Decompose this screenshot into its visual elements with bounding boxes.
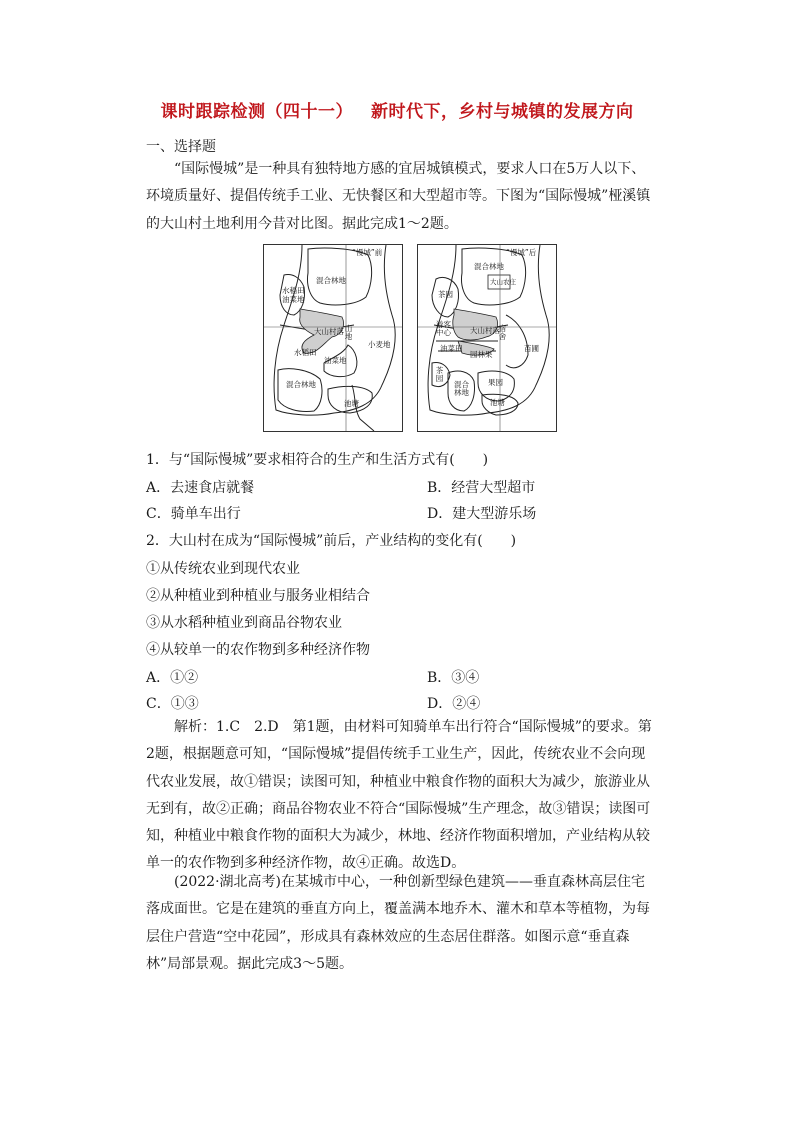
label-mixed-forest-bottom: 混合林地 bbox=[286, 380, 316, 389]
q1-option-a: A．去速食店就餐 bbox=[146, 480, 255, 496]
question-1-stem: 1．与“国际慢城”要求相符合的生产和生活方式有( ) bbox=[146, 452, 489, 468]
page-title: 课时跟踪检测（四十一） 新时代下，乡村与城镇的发展方向 bbox=[160, 102, 634, 122]
label-garden-fruit: 园林果 bbox=[470, 350, 493, 359]
map-before-drawing bbox=[264, 245, 402, 431]
label-village: 大山村落 bbox=[470, 326, 500, 335]
label-mixed-forest: 混合林地 bbox=[316, 276, 346, 285]
label-pond: 池塘 bbox=[344, 399, 359, 408]
label-tea-garden-left: 茶园 bbox=[435, 366, 444, 383]
section-heading: 一、选择题 bbox=[146, 139, 216, 155]
label-east: 山地 bbox=[344, 324, 353, 341]
label-village: 大山村落 bbox=[314, 327, 344, 336]
q1-option-d: D．建大型游乐场 bbox=[427, 506, 537, 522]
land-use-maps bbox=[263, 244, 555, 430]
q1-option-c: C．骑单车出行 bbox=[146, 506, 241, 522]
label-mixed-forest: 混合林地 bbox=[474, 262, 504, 271]
passage-2-paragraph: (2022·湖北高考)在某城市中心，一种创新型绿色建筑——垂直森林高层住宅落成面世。它是在建筑的垂直方向上，覆盖满本地乔木、灌木和草本等植物，为每层住户营造“空中花园”，形成具有森林效应的生态居住群落。如图示意“垂直森林”局部景观。据此完成3～5题。 bbox=[146, 874, 650, 972]
label-east: 宿舍 bbox=[498, 324, 507, 341]
q2-option-a: A．①② bbox=[146, 670, 199, 686]
q2-option-d: D．②④ bbox=[427, 696, 481, 712]
label-paddy-mid: 水稻田 bbox=[294, 348, 317, 357]
map-before-caption: “慢城”前 bbox=[352, 248, 383, 257]
label-agritourism: 大山农庄 bbox=[490, 278, 516, 286]
map-after-caption: “慢城”后 bbox=[506, 248, 537, 257]
label-rape-field: 油菜地 bbox=[282, 295, 305, 304]
label-visitor-center: 游客中心 bbox=[436, 320, 451, 337]
label-mixed-forest-bottom: 混合林地 bbox=[454, 380, 469, 397]
q2-item-3: ③从水稻种植业到商品谷物农业 bbox=[146, 615, 342, 631]
label-wheat: 小麦地 bbox=[368, 340, 391, 349]
map-after bbox=[417, 244, 557, 432]
q2-item-4: ④从较单一的农作物到多种经济作物 bbox=[146, 642, 370, 658]
q2-option-c: C．①③ bbox=[146, 696, 199, 712]
intro-paragraph: “国际慢城”是一种具有独特地方感的宜居城镇模式，要求人口在5万人以下、环境质量好、提倡传统手工业、无快餐区和大型超市等。下图为“国际慢城”桠溪镇的大山村土地利用今昔对比图。据此完成1～2题。 bbox=[146, 161, 651, 232]
q2-item-1: ①从传统农业到现代农业 bbox=[146, 561, 300, 577]
analysis-paragraph: 解析：1.C 2.D 第1题，由材料可知骑单车出行符合“国际慢城”的要求。第2题，根据题意可知，“国际慢城”提倡传统手工业生产，因此，传统农业不会向现代农业发展，故①错误；读图可知，种植业中粮食作物的面积大为减少，旅游业从无到有，故②正确；商品谷物农业不符合“国际慢城”生产理念，故③错误；读图可知，种植业中粮食作物的面积大为减少，林地、经济作物面积增加，产业结构从较单一的农作物到多种经济作物，故④正确。故选D。 bbox=[146, 719, 652, 872]
q2-option-b: B．③④ bbox=[427, 670, 480, 686]
label-orchard: 果园 bbox=[488, 378, 503, 387]
q2-item-2: ②从种植业到种植业与服务业相结合 bbox=[146, 588, 370, 604]
label-rape-mid: 油菜地 bbox=[324, 356, 347, 365]
label-nursery: 苗圃 bbox=[524, 344, 539, 353]
label-rape-field: 油菜田 bbox=[440, 344, 463, 353]
label-paddy-field: 水稻田 bbox=[282, 286, 305, 295]
label-pond: 池塘 bbox=[490, 398, 505, 407]
q1-option-b: B．经营大型超市 bbox=[427, 480, 536, 496]
label-tea-garden-top: 茶园 bbox=[438, 290, 453, 299]
question-2-stem: 2．大山村在成为“国际慢城”前后，产业结构的变化有( ) bbox=[146, 533, 517, 549]
map-after-drawing bbox=[418, 245, 556, 431]
map-before bbox=[263, 244, 403, 432]
